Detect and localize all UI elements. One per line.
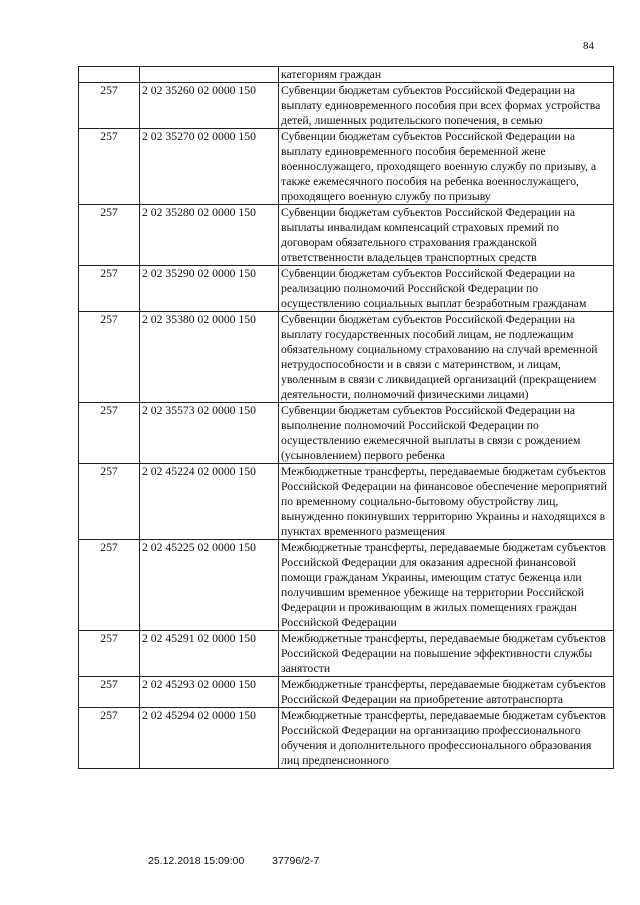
admin-code-cell: 257 [79,83,140,129]
admin-code-cell: 257 [79,631,140,677]
revenue-code-cell: 2 02 45224 02 0000 150 [140,464,279,540]
footer-document-id: 37796/2-7 [272,855,320,867]
table-row [79,312,614,403]
revenue-name-cell: категориям граждан [279,67,614,83]
admin-code-cell: 257 [79,205,140,266]
revenue-name-cell: Субвенции бюджетам субъектов Российской Федерации на выплату единовременного пособия при всех формах устройства детей, лишенных родительского попечения, в семью [279,83,614,129]
revenue-name-cell: Субвенции бюджетам субъектов Российской Федерации на выплату государственных пособий лицам, не подлежащим обязательному социальному страхованию на случай временной нетрудоспособности и в связи с материнством, и лицам, уволенным в связи с ликвидацией организаций (прекращением деятельности, полномочий физическими лицами) [279,312,614,403]
table-row [79,403,614,464]
table-row [79,708,614,769]
revenue-code-cell: 2 02 35380 02 0000 150 [140,312,279,403]
revenue-code-cell: 2 02 45225 02 0000 150 [140,540,279,631]
table-row [79,631,614,677]
revenue-name-cell: Субвенции бюджетам субъектов Российской Федерации на реализацию полномочий Российской Федерации по осуществлению социальных выплат безработным гражданам [279,266,614,312]
revenue-name-cell: Субвенции бюджетам субъектов Российской Федерации на выплату единовременного пособия беременной жене военнослужащего, проходящего военную службу по призыву, а также ежемесячного пособия на ребенка военнослужащего, проходящего военную службу по призыву [279,129,614,205]
admin-code-cell: 257 [79,708,140,769]
table-row [79,67,614,83]
table-row [79,129,614,205]
revenue-code-cell [140,67,279,83]
revenue-name-cell: Субвенции бюджетам субъектов Российской Федерации на выполнение полномочий Российской Федерации по осуществлению ежемесячной выплаты в связи с рождением (усыновлением) первого ребенка [279,403,614,464]
page-number: 84 [583,40,594,52]
table-body [79,67,614,769]
table-row [79,464,614,540]
budget-table [78,66,614,769]
admin-code-cell [79,67,140,83]
admin-code-cell: 257 [79,403,140,464]
revenue-code-cell: 2 02 45294 02 0000 150 [140,708,279,769]
revenue-code-cell: 2 02 45293 02 0000 150 [140,677,279,708]
revenue-name-cell: Межбюджетные трансферты, передаваемые бюджетам субъектов Российской Федерации на организацию профессионального обучения и дополнительного профессионального образования лиц предпенсионного [279,708,614,769]
revenue-name-cell: Межбюджетные трансферты, передаваемые бюджетам субъектов Российской Федерации на финансовое обеспечение мероприятий по временному социально-бытовому обустройству лиц, вынужденно покинувших территорию Украины и находящихся в пунктах временного размещения [279,464,614,540]
admin-code-cell: 257 [79,312,140,403]
admin-code-cell: 257 [79,464,140,540]
admin-code-cell: 257 [79,266,140,312]
revenue-name-cell: Межбюджетные трансферты, передаваемые бюджетам субъектов Российской Федерации для оказания адресной финансовой помощи гражданам Украины, имеющим статус беженца или получившим временное убежище на территории Российской Федерации и проживающим в жилых помещениях граждан Российской Федерации [279,540,614,631]
revenue-code-cell: 2 02 35270 02 0000 150 [140,129,279,205]
revenue-code-cell: 2 02 35280 02 0000 150 [140,205,279,266]
admin-code-cell: 257 [79,677,140,708]
revenue-name-cell: Межбюджетные трансферты, передаваемые бюджетам субъектов Российской Федерации на повышение эффективности службы занятости [279,631,614,677]
table-row [79,83,614,129]
revenue-code-cell: 2 02 35260 02 0000 150 [140,83,279,129]
table-row [79,540,614,631]
revenue-name-cell: Межбюджетные трансферты, передаваемые бюджетам субъектов Российской Федерации на приобретение автотранспорта [279,677,614,708]
revenue-code-cell: 2 02 35290 02 0000 150 [140,266,279,312]
footer-date: 25.12.2018 15:09:00 [148,855,245,867]
admin-code-cell: 257 [79,540,140,631]
revenue-name-cell: Субвенции бюджетам субъектов Российской Федерации на выплаты инвалидам компенсаций страховых премий по договорам обязательного страхования гражданской ответственности владельцев транспортных средств [279,205,614,266]
table-row [79,266,614,312]
revenue-code-cell: 2 02 45291 02 0000 150 [140,631,279,677]
revenue-code-cell: 2 02 35573 02 0000 150 [140,403,279,464]
admin-code-cell: 257 [79,129,140,205]
table-row [79,205,614,266]
table-row [79,677,614,708]
